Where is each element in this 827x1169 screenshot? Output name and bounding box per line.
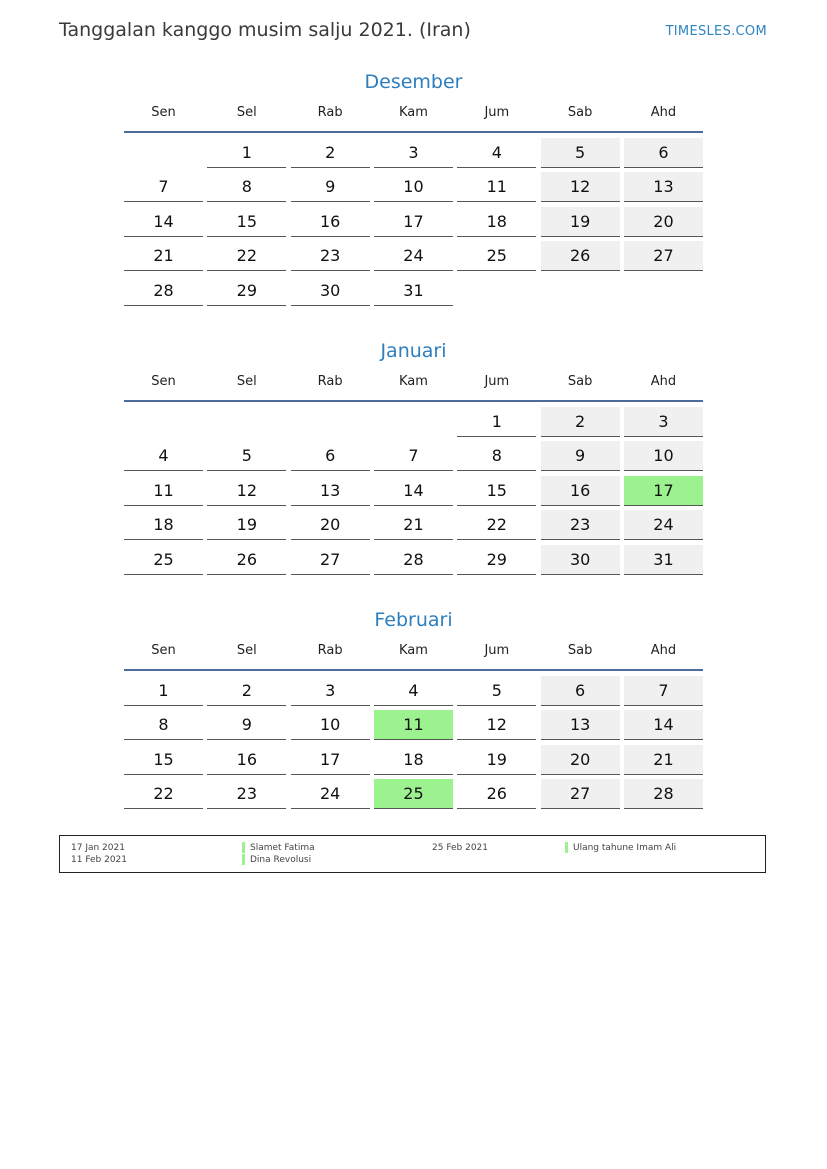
- day-cell: 5: [457, 676, 536, 706]
- day-cell: 21: [624, 745, 703, 775]
- day-cell: 4: [124, 441, 203, 471]
- day-cell: 17: [624, 476, 703, 506]
- day-cell: 28: [124, 276, 203, 306]
- day-cell: 23: [541, 510, 620, 540]
- weekday-header: [124, 372, 703, 397]
- day-cell: 23: [291, 241, 370, 271]
- day-cell: 27: [624, 241, 703, 271]
- holiday-marker: [242, 854, 245, 865]
- weekday-label: Rab: [317, 374, 343, 389]
- weekday-label: Sel: [236, 105, 257, 120]
- weekday-label: Sen: [151, 643, 176, 658]
- month-section: [124, 69, 703, 310]
- weekday-label: Kam: [399, 374, 428, 389]
- day-cell: 14: [124, 207, 203, 237]
- day-cell: 11: [124, 476, 203, 506]
- day-cell: 7: [374, 441, 453, 471]
- weekday-label: Sen: [151, 105, 176, 120]
- empty-day-cell: [291, 407, 370, 437]
- day-cell: 5: [541, 138, 620, 168]
- empty-day-cell: [374, 407, 453, 437]
- day-cell: 28: [374, 545, 453, 575]
- empty-day-cell: [207, 407, 286, 437]
- day-cell: 22: [124, 779, 203, 809]
- day-cell: 3: [624, 407, 703, 437]
- day-cell: 30: [291, 276, 370, 306]
- day-cell: 6: [291, 441, 370, 471]
- day-cell: 10: [374, 172, 453, 202]
- empty-day-cell: [124, 407, 203, 437]
- day-cell: 7: [624, 676, 703, 706]
- day-cell: 27: [291, 545, 370, 575]
- day-cell: 6: [541, 676, 620, 706]
- day-cell: 20: [291, 510, 370, 540]
- day-grid: [124, 138, 703, 310]
- day-cell: 10: [624, 441, 703, 471]
- weekday-label: Ahd: [650, 105, 677, 120]
- day-cell: 12: [541, 172, 620, 202]
- holiday-marker: [242, 842, 245, 853]
- day-cell: 15: [124, 745, 203, 775]
- day-cell: 22: [457, 510, 536, 540]
- day-cell: 13: [541, 710, 620, 740]
- weekday-label: Jum: [484, 643, 510, 658]
- weekday-label: Rab: [317, 105, 343, 120]
- day-cell: 19: [207, 510, 286, 540]
- day-cell: 25: [124, 545, 203, 575]
- day-cell: 12: [207, 476, 286, 506]
- weekday-label: Sel: [236, 643, 257, 658]
- day-cell: 4: [457, 138, 536, 168]
- day-cell: 11: [374, 710, 453, 740]
- day-cell: 20: [624, 207, 703, 237]
- brand-link[interactable]: TIMESLES.COM: [665, 24, 767, 39]
- day-cell: 8: [457, 441, 536, 471]
- month-title: Desember: [364, 71, 463, 93]
- day-cell: 29: [457, 545, 536, 575]
- weekday-label: Rab: [317, 643, 343, 658]
- weekday-label: Sel: [236, 374, 257, 389]
- day-cell: 24: [291, 779, 370, 809]
- day-cell: 11: [457, 172, 536, 202]
- holiday-legend: [59, 835, 766, 873]
- day-grid: [124, 407, 703, 579]
- day-cell: 1: [124, 676, 203, 706]
- day-cell: 18: [457, 207, 536, 237]
- day-cell: 19: [541, 207, 620, 237]
- day-cell: 24: [624, 510, 703, 540]
- day-cell: 15: [457, 476, 536, 506]
- day-cell: 29: [207, 276, 286, 306]
- weekday-label: Sab: [567, 105, 593, 120]
- legend-holiday-name: Ulang tahune Imam Ali: [573, 843, 677, 853]
- day-cell: 4: [374, 676, 453, 706]
- day-cell: 9: [207, 710, 286, 740]
- day-cell: 5: [207, 441, 286, 471]
- day-cell: 8: [124, 710, 203, 740]
- day-cell: 1: [207, 138, 286, 168]
- day-cell: 26: [207, 545, 286, 575]
- day-cell: 1: [457, 407, 536, 437]
- weekday-label: Sen: [151, 374, 176, 389]
- weekday-label: Ahd: [650, 643, 677, 658]
- day-cell: 9: [291, 172, 370, 202]
- day-cell: 14: [624, 710, 703, 740]
- weekday-label: Ahd: [650, 374, 677, 389]
- day-cell: 13: [291, 476, 370, 506]
- day-cell: 16: [541, 476, 620, 506]
- day-cell: 16: [291, 207, 370, 237]
- day-cell: 31: [374, 276, 453, 306]
- header-divider: [124, 400, 703, 402]
- page-title: Tanggalan kanggo musim salju 2021. (Iran): [59, 19, 471, 41]
- day-cell: 25: [457, 241, 536, 271]
- header-divider: [124, 131, 703, 133]
- day-cell: 3: [291, 676, 370, 706]
- day-cell: 18: [374, 745, 453, 775]
- day-cell: 16: [207, 745, 286, 775]
- day-cell: 17: [291, 745, 370, 775]
- day-cell: 10: [291, 710, 370, 740]
- day-grid: [124, 676, 703, 814]
- legend-holiday-name: Dina Revolusi: [250, 855, 312, 865]
- day-cell: 6: [624, 138, 703, 168]
- day-cell: 21: [374, 510, 453, 540]
- weekday-header: [124, 103, 703, 128]
- day-cell: 7: [124, 172, 203, 202]
- weekday-label: Sab: [567, 374, 593, 389]
- day-cell: 26: [541, 241, 620, 271]
- weekday-label: Kam: [399, 643, 428, 658]
- day-cell: 30: [541, 545, 620, 575]
- weekday-label: Jum: [484, 105, 510, 120]
- month-section: [124, 607, 703, 814]
- day-cell: 12: [457, 710, 536, 740]
- day-cell: 22: [207, 241, 286, 271]
- day-cell: 27: [541, 779, 620, 809]
- day-cell: 3: [374, 138, 453, 168]
- month-title: Januari: [380, 340, 447, 362]
- weekday-header: [124, 641, 703, 666]
- day-cell: 26: [457, 779, 536, 809]
- day-cell: 23: [207, 779, 286, 809]
- day-cell: 8: [207, 172, 286, 202]
- day-cell: 28: [624, 779, 703, 809]
- day-cell: 14: [374, 476, 453, 506]
- header-divider: [124, 669, 703, 671]
- day-cell: 2: [541, 407, 620, 437]
- day-cell: 18: [124, 510, 203, 540]
- day-cell: 25: [374, 779, 453, 809]
- weekday-label: Jum: [484, 374, 510, 389]
- day-cell: 24: [374, 241, 453, 271]
- day-cell: 9: [541, 441, 620, 471]
- weekday-label: Kam: [399, 105, 428, 120]
- day-cell: 2: [207, 676, 286, 706]
- empty-day-cell: [124, 138, 203, 168]
- month-section: [124, 338, 703, 579]
- weekday-label: Sab: [567, 643, 593, 658]
- day-cell: 19: [457, 745, 536, 775]
- legend-date: 17 Jan 2021: [71, 843, 125, 853]
- day-cell: 2: [291, 138, 370, 168]
- month-title: Februari: [374, 609, 453, 631]
- legend-date: 11 Feb 2021: [71, 855, 128, 865]
- legend-date: 25 Feb 2021: [432, 843, 489, 853]
- legend-holiday-name: Slamet Fatima: [250, 843, 315, 853]
- day-cell: 21: [124, 241, 203, 271]
- day-cell: 13: [624, 172, 703, 202]
- holiday-marker: [565, 842, 568, 853]
- day-cell: 17: [374, 207, 453, 237]
- day-cell: 15: [207, 207, 286, 237]
- day-cell: 31: [624, 545, 703, 575]
- day-cell: 20: [541, 745, 620, 775]
